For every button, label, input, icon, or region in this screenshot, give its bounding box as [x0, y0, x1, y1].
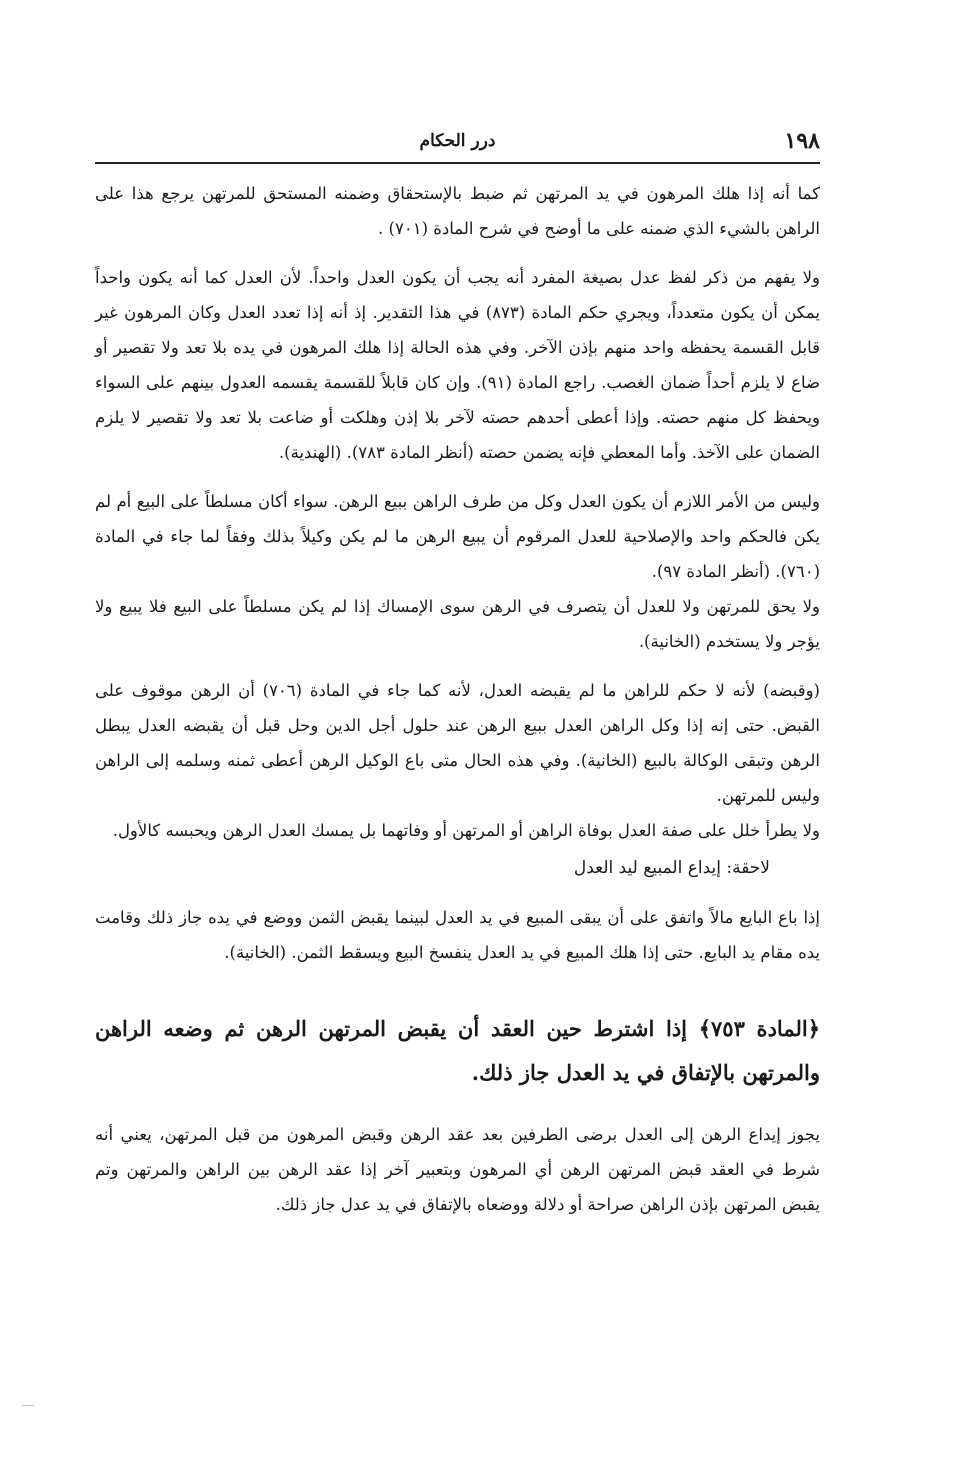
running-title: درر الحكام	[419, 131, 496, 151]
paragraph-6: ولا يطرأ خلل على صفة العدل بوفاة الراهن أو المرتهن أو وفاتهما بل يمسك العدل الرهن ويحبسه كالأول.	[112, 821, 820, 840]
scan-artifact	[22, 1405, 34, 1406]
paragraph-7: إذا باع البايع مالاً واتفق على أن يبقى المبيع في يد العدل لبينما يقبض الثمن ووضع في يده جاز ذلك وقامت يده مقام يد البايع. حتى إذا هلك المبيع في يد العدل ينفسخ البيع ويسقط الثمن. (الخانية).	[95, 908, 820, 962]
article-753	[95, 1007, 820, 1095]
document-page	[95, 0, 820, 1478]
page-content	[95, 176, 820, 1222]
page-header	[95, 128, 820, 164]
paragraph-2: ولا يفهم من ذكر لفظ عدل بصيغة المفرد أنه يجب أن يكون العدل واحداً. لأن العدل كما أنه يكون واحداً يمكن أن يكون متعدداً، ويجري حكم المادة (٨٧٣) في هذا التقدير. إذ أنه إذا تعدد العدل وكان المرهون غير قابل القسمة يحفظه واحد منهم بإذن الآخر. وفي هذه الحالة إذا هلك المرهون في يده بلا تعد ولا تقصير أو ضاع لا يلزم أحداً ضمان الغصب. راجع المادة (٩١). وإن كان قابلاً للقسمة يقسمه العدول بينهم على السواء ويحفظ كل منهم حصته. وإذا أعطى أحدهم حصته لآخر بلا إذن وهلكت أو ضاعت بلا تعد ولا تقصير لا يلزم الضمان على الآخذ. وأما المعطي فإنه يضمن حصته (أنظر المادة ٧٨٣). (الهندية).	[95, 268, 821, 462]
page-number: ١٩٨	[784, 128, 820, 154]
paragraph-3: وليس من الأمر اللازم أن يكون العدل وكل من طرف الراهن ببيع الرهن. سواء أكان مسلطاً على البيع أم لم يكن فالحكم واحد والإصلاحية للعدل المرقوم أن يبيع الرهن ما لم يكن وكيلاً بذلك وفقاً لما جاء في المادة (٧٦٠). (أنظر المادة ٩٧).	[95, 492, 820, 581]
article-label: ﴿المادة ٧٥٣﴾	[698, 1016, 820, 1041]
sub-heading: لاحقة: إيداع المبيع ليد العدل	[573, 858, 770, 878]
paragraph-1: كما أنه إذا هلك المرهون في يد المرتهن ثم ضبط بالإستحقاق وضمنه المستحق للمرتهن يرجع هذا على الراهن بالشيء الذي ضمنه على ما أوضح في شرح المادة (٧٠١) .	[95, 184, 820, 238]
paragraph-4: ولا يحق للمرتهن ولا للعدل أن يتصرف في الرهن سوى الإمساك إذا لم يكن مسلطاً على البيع فلا يبيع ولا يؤجر ولا يستخدم (الخانية).	[95, 597, 820, 651]
paragraph-8: يجوز إيداع الرهن إلى العدل برضى الطرفين بعد عقد الرهن وقبض المرهون من قبل المرتهن، يعني أنه شرط في العقد قبض المرتهن الرهن أي المرهون وبتعبير آخر إذا عقد الرهن بين الراهن والمرتهن وتم يقبض المرتهن بإذن الراهن صراحة أو دلالة ووضعاه بالإتفاق في يد عدل جاز ذلك.	[95, 1125, 820, 1214]
article-text: إذا اشترط حين العقد أن يقبض المرتهن الرهن ثم وضعه الراهن والمرتهن بالإتفاق في يد العدل جاز ذلك.	[95, 1016, 820, 1085]
paragraph-5: (وقبضه) لأنه لا حكم للراهن ما لم يقبضه العدل، لأنه كما جاء في المادة (٧٠٦) أن الرهن موقوف على القبض. حتى إنه إذا وكل الراهن العدل ببيع الرهن عند حلول أجل الدين وحل قبل أن يقبضه العدل يبطل الرهن وتبقى الوكالة بالبيع (الخانية). وفي هذه الحال متى باع الوكيل الرهن أعطى ثمنه وسلمه إلى الراهن وليس للمرتهن.	[95, 681, 820, 805]
